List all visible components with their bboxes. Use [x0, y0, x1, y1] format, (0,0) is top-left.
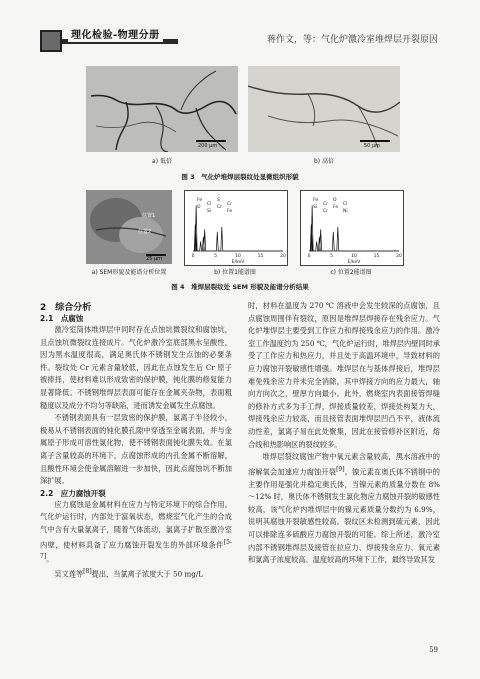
peak-label: Fe — [197, 198, 203, 203]
sem-texture — [86, 190, 172, 264]
paragraph-text: 堆焊层裂纹腐蚀产物中氧元素含量较高，黑水溶液中的溶解氧会加速应力腐蚀开裂 — [248, 452, 440, 477]
logo-mark — [40, 30, 62, 52]
page-number: 59 — [429, 646, 438, 654]
eds-spectrum-pos1 — [184, 190, 288, 266]
paragraph-text: 应力腐蚀是金属材料在应力与特定环境下的综合作用。气化炉运行时，内部处于富氧状态，燃烧室气化产生的合成气中含有大量氯离子，随着气体流动，氯离子扩散至激冷室内壁，使材料具备了应力腐蚀开裂发生的外部环境条件 — [40, 499, 232, 549]
paragraph: 时，材料在温度为 270 ℃ 溶液中会发生较深的点腐蚀，且点腐蚀周围伴有裂纹，原因是堆焊层焊接存在残余应力。气化炉堆焊层主要受到工作应力和焊接残余应力的作用。激冷室工作温度约为 250 ℃，气化炉运行时，堆焊层内壁同时承受了工作应力和热应力，并且处于高温环境中，导致材料的应力腐蚀开裂敏感性增强。堆焊层在与基体焊接后，堆焊层难免残余应力并未完全消除，其中焊接方向的应力最大，轴向方向次之，壁厚方向最小。此外，燃烧室内表面接管焊缝的修补方式多为手工焊，焊接质量较差，焊接处构架力大，焊接残余应力较高，而且接管表面堆焊层凹凸不平，液体流动性差，氯离子易在此处聚集，因此在接管修补区附近，熔合线和热影响区的裂纹较多。 — [248, 301, 440, 449]
tick-label: 15 — [257, 254, 264, 259]
figure4-caption: 图 4 堆焊层裂纹处 SEM 形貌及能谱分析结果 — [171, 283, 309, 291]
tick-label: 0 — [191, 254, 195, 259]
paragraph — [248, 451, 440, 567]
panel-b-label: b) 高倍 — [313, 158, 335, 165]
section-heading: 2 综合分析 — [40, 303, 92, 313]
peak-label: Cr — [227, 202, 232, 207]
peak-label: O — [333, 198, 337, 203]
peak-label: Fe — [227, 209, 233, 214]
tick-label: 0 — [307, 254, 311, 259]
journal-logo — [40, 30, 178, 52]
paragraph: 不锈钢表面具有一层致密的保护膜，氯离子半径较小，极易从不锈钢表面的钝化膜孔隙中穿透至金属表面，并与金属原子形成可溶性氯化物，使不锈钢表面钝化膜失效。在氯离子含量较高的环境下，点腐蚀形成的内孔金属不断溶解，且酸性环境会使金属溶解进一步加快，因此点腐蚀坑不断加深扩展。 — [40, 413, 232, 486]
scale-bar — [196, 140, 226, 142]
pos2-label: 位置2 — [138, 229, 152, 235]
peak-label: Cr — [323, 202, 328, 207]
journal-name: 理化检验-物理分册 — [68, 30, 163, 42]
spectrum-c-plot — [301, 191, 403, 265]
spectrum-b-plot — [185, 191, 287, 265]
scale-label: 25 μm — [146, 256, 163, 262]
panel-c-label: c) 位置2能谱图 — [330, 269, 372, 276]
peak-label: Ni — [343, 209, 348, 214]
tick-label: 20 — [396, 254, 402, 259]
scale-label: 200 μm — [198, 143, 218, 149]
subsection-heading: 2.2 应力腐蚀开裂 — [40, 488, 106, 498]
citation: [8] — [83, 568, 92, 576]
pos1-label: 位置1 — [142, 213, 156, 219]
peak-label: O — [197, 205, 201, 210]
running-header: 蒋作文，等：气化炉激冷室堆焊层开裂原因 — [266, 35, 438, 45]
scale-label: 50 μm — [364, 143, 381, 149]
panel-b-label: b) 位置1能谱图 — [214, 269, 256, 276]
paragraph-text: 。镍元素在奥氏体不锈钢中的主要作用是强化并稳定奥氏体，当镍元素的质量分数在 8%～12% 时，奥氏体不锈钢发生氯化物应力腐蚀开裂的敏感性较高，该气化炉内堆焊层中的镍元素质量分数约为 6.9%，说明其腐蚀开裂敏感性较高。裂纹区未检测到硫元素，因此可以排除连多硫酸应力腐蚀开裂的可能。综上所述，激冷室内部不锈钢堆焊层及接管在拉应力、焊接残余应力、氧元素和氯离子浓度较高、温度较高的环境下工作，最终导致其发 — [248, 467, 440, 565]
eds-spectrum-pos2 — [300, 190, 404, 266]
x-axis-label: E/keV — [347, 260, 361, 265]
micrograph-high-mag — [248, 66, 400, 152]
left-column — [40, 300, 232, 581]
paragraph — [40, 566, 232, 581]
panel-a-label: a) 低倍 — [152, 158, 172, 165]
paragraph-text: 吴文莲等 — [54, 569, 84, 579]
tick-label: 10 — [235, 254, 241, 259]
paragraph: 应力腐蚀是金属材料在应力与特定环境下的综合作用。气化炉运行时，内部处于富氧状态，燃烧室气化产生的合成气中含有大量氯离子，随着气体流动，氯离子扩散至激冷室内壁，使材料具备了应力腐蚀开裂发生的外部环境条件[5-7]。 — [40, 499, 232, 564]
peak-label: Cl — [207, 202, 212, 207]
peak-label: Cl — [343, 202, 348, 207]
x-axis-label: E/keV — [231, 260, 245, 265]
tick-label: 5 — [214, 254, 217, 259]
subsection-heading: 2.1 点腐蚀 — [40, 314, 84, 323]
micrograph-low-mag — [86, 66, 238, 152]
peak-label: Cr — [217, 205, 222, 210]
citation: [9] — [336, 465, 345, 473]
peak-label: Si — [313, 205, 318, 210]
tick-label: 15 — [373, 254, 380, 259]
sem-image — [86, 190, 172, 264]
right-column — [248, 300, 440, 567]
peak-label: Si — [207, 209, 212, 214]
peak-label: Cr — [323, 209, 328, 214]
figure3-caption: 图 3 气化炉堆焊层裂纹处显微组织形貌 — [181, 173, 299, 181]
peak-label: Fe — [313, 198, 319, 203]
tick-label: 20 — [280, 254, 286, 259]
peak-label: Fe — [333, 205, 339, 210]
citation: [5-7] — [40, 538, 232, 561]
scale-bar — [360, 140, 390, 142]
paragraph-text: 提出，当氯离子浓度大于 50 mg/L — [91, 569, 204, 579]
peak-label: S — [217, 198, 220, 203]
tick-label: 5 — [330, 254, 333, 259]
paragraph: 激冷室筒体堆焊层中同时存在点蚀坑微裂纹和腐蚀坑，且点蚀坑微裂纹连接成片。气化炉激冷室底部黑水呈酸性，因为黑水温度很高，满足奥氏体不锈钢发生点蚀的必要条件。裂纹处 Cr 元素含量较低，因此在点蚀发生后 Cr 原子被捧择，使材料难以形成致密的保护膜，钝化膜的修复能力显著降低。不锈钢堆焊层表面可能存在金属夹杂物，表面粗糙度以及成分不均匀等缺陷，进而诱发金属发生点腐蚀。 — [40, 325, 232, 410]
tick-label: 10 — [351, 254, 357, 259]
panel-a-label: a) SEM形貌及能谱分析位置 — [91, 269, 167, 276]
